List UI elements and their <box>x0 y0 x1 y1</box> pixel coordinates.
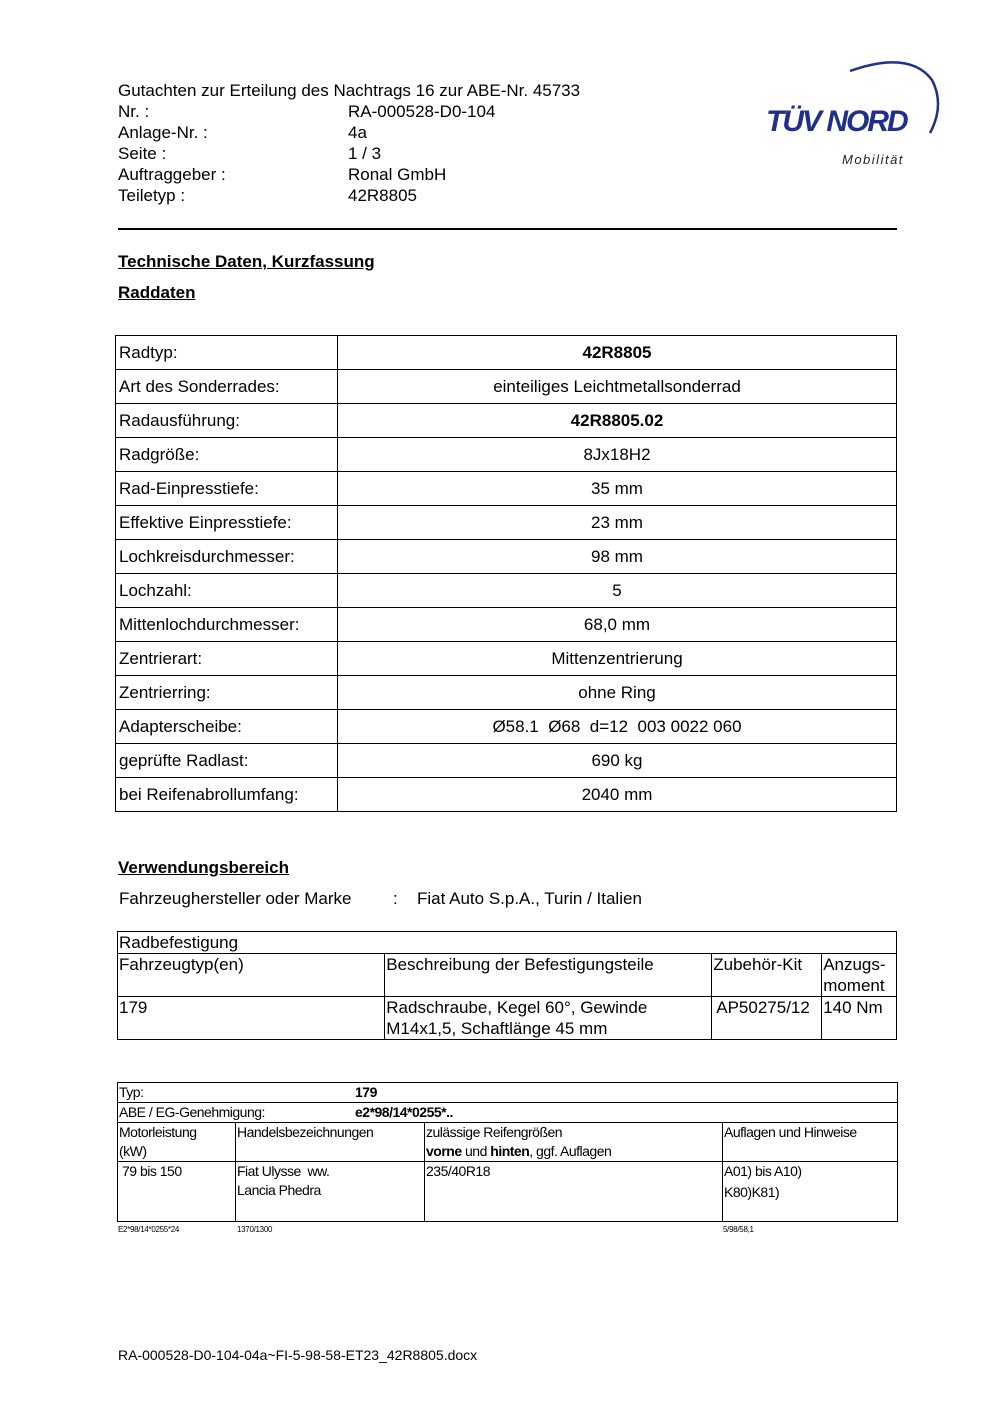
table-header-row <box>118 954 897 997</box>
radbefestigung-table <box>117 931 897 1040</box>
row-value: 42R8805 <box>338 336 897 370</box>
column-header: Fahrzeugtyp(en) <box>118 954 385 997</box>
column-header-motor <box>118 1123 236 1162</box>
table-header-row <box>118 1123 898 1162</box>
row-label: Mittenlochdurchmesser: <box>116 608 338 642</box>
field-anlage-value: 4a <box>348 123 367 142</box>
cell-auflagen <box>723 1162 898 1222</box>
hersteller-label: Fahrzeughersteller oder Marke <box>119 889 352 908</box>
field-seite-label: Seite : <box>118 144 167 163</box>
field-nr-label: Nr. : <box>118 102 150 121</box>
typ-label: Typ: <box>119 1084 144 1100</box>
row-label: Effektive Einpresstiefe: <box>116 506 338 540</box>
row-value: 42R8805.02 <box>338 404 897 438</box>
cell-line: Fiat Ulysse ww. <box>237 1163 330 1179</box>
table-row <box>116 370 897 404</box>
row-label: Zentrierring: <box>116 676 338 710</box>
table-row <box>116 642 897 676</box>
table-row <box>116 676 897 710</box>
typ-value: 179 <box>355 1084 377 1100</box>
table-row <box>116 608 897 642</box>
cell-beschreibung <box>385 997 712 1040</box>
file-name-footer: RA-000528-D0-104-04a~FI-5-98-58-ET23_42R8805.docx <box>118 1347 478 1363</box>
raddaten-table <box>115 335 897 812</box>
radbefestigung-title: Radbefestigung <box>118 932 897 954</box>
column-header-auflagen: Auflagen und Hinweise <box>723 1123 898 1162</box>
field-anlage-label: Anlage-Nr. : <box>118 123 208 142</box>
column-header-reifen <box>425 1123 723 1162</box>
field-teiletyp-label: Teiletyp : <box>118 186 186 205</box>
row-label: Lochzahl: <box>116 574 338 608</box>
header-line: Motorleistung <box>119 1124 197 1140</box>
row-value: 690 kg <box>338 744 897 778</box>
table-row <box>116 744 897 778</box>
row-label: geprüfte Radlast: <box>116 744 338 778</box>
cell-line: Lancia Phedra <box>237 1182 321 1198</box>
table-row <box>118 1162 898 1222</box>
field-seite-value: 1 / 3 <box>348 144 382 163</box>
row-value: 68,0 mm <box>338 608 897 642</box>
document-title: Gutachten zur Erteilung des Nachtrags 16 zur ABE-Nr. 45733 <box>118 81 581 100</box>
footnote-approval: E2*98/14*0255*24 <box>118 1225 180 1234</box>
column-header: Anzugs-moment <box>822 954 897 997</box>
logo-brand: TÜV NORD <box>766 105 907 138</box>
table-row <box>116 404 897 438</box>
table-row <box>116 336 897 370</box>
table-row <box>118 1083 898 1103</box>
header-vorne: vorne <box>426 1143 462 1159</box>
table-row <box>116 438 897 472</box>
cell-line: K80)K81) <box>724 1184 780 1200</box>
table-row <box>116 506 897 540</box>
row-value: 5 <box>338 574 897 608</box>
section-raddaten: Raddaten <box>118 283 196 302</box>
header-und: und <box>461 1143 491 1159</box>
row-value: ohne Ring <box>338 676 897 710</box>
section-technische: Technische Daten, Kurzfassung <box>118 252 375 271</box>
cell-handel <box>236 1162 425 1222</box>
cell-beschreibung-line: Radschraube, Kegel 60°, Gewinde <box>386 998 648 1017</box>
row-label: Lochkreisdurchmesser: <box>116 540 338 574</box>
row-label: Art des Sonderrades: <box>116 370 338 404</box>
table-row <box>118 997 897 1040</box>
cell-reifen: 235/40R18 <box>425 1162 723 1222</box>
tuv-nord-logo <box>760 55 945 175</box>
cell-motor: 79 bis 150 <box>118 1162 236 1222</box>
row-label: Rad-Einpresstiefe: <box>116 472 338 506</box>
logo-sub: Mobilität <box>842 152 904 167</box>
header-divider <box>118 228 897 230</box>
table-row <box>116 540 897 574</box>
cell-kit: AP50275/12 <box>712 997 822 1040</box>
row-value: 8Jx18H2 <box>338 438 897 472</box>
row-value: 98 mm <box>338 540 897 574</box>
hersteller-separator: : <box>393 889 398 908</box>
footnote-weight: 1370/1300 <box>237 1225 273 1234</box>
field-auftraggeber-value: Ronal GmbH <box>348 165 447 184</box>
cell-fahrzeugtyp: 179 <box>118 997 385 1040</box>
cell-beschreibung-line: M14x1,5, Schaftlänge 45 mm <box>386 1019 608 1038</box>
row-value: Mittenzentrierung <box>338 642 897 676</box>
table-row <box>116 472 897 506</box>
field-auftraggeber-label: Auftraggeber : <box>118 165 226 184</box>
field-nr-value: RA-000528-D0-104 <box>348 102 496 121</box>
field-teiletyp-value: 42R8805 <box>348 186 418 205</box>
cell-moment: 140 Nm <box>822 997 897 1040</box>
section-verwendung: Verwendungsbereich <box>118 858 289 877</box>
column-header-handel: Handelsbezeichnungen <box>236 1123 425 1162</box>
footnote-bolt: 5/98/58,1 <box>723 1225 754 1234</box>
row-label: Radausführung: <box>116 404 338 438</box>
header-line: zulässige Reifengrößen <box>426 1124 563 1140</box>
row-value: Ø58.1 Ø68 d=12 003 0022 060 <box>338 710 897 744</box>
header-line: (kW) <box>119 1143 147 1159</box>
row-value: 35 mm <box>338 472 897 506</box>
table-row <box>116 710 897 744</box>
abe-row <box>118 1103 898 1123</box>
row-label: Zentrierart: <box>116 642 338 676</box>
table-row <box>116 778 897 812</box>
row-label: Adapterscheibe: <box>116 710 338 744</box>
table-row <box>118 1103 898 1123</box>
column-header: Beschreibung der Befestigungsteile <box>385 954 712 997</box>
row-value: 2040 mm <box>338 778 897 812</box>
header-hinten: hinten <box>490 1143 530 1159</box>
header-rest: , ggf. Auflagen <box>529 1143 612 1159</box>
row-label: bei Reifenabrollumfang: <box>116 778 338 812</box>
abe-value: e2*98/14*0255*.. <box>355 1104 453 1120</box>
row-label: Radtyp: <box>116 336 338 370</box>
typ-table <box>117 1082 898 1222</box>
abe-label: ABE / EG-Genehmigung: <box>119 1104 265 1120</box>
table-row <box>116 574 897 608</box>
row-label: Radgröße: <box>116 438 338 472</box>
row-value: 23 mm <box>338 506 897 540</box>
column-header: Zubehör-Kit <box>712 954 822 997</box>
row-value: einteiliges Leichtmetallsonderrad <box>338 370 897 404</box>
hersteller-value: Fiat Auto S.p.A., Turin / Italien <box>417 889 642 908</box>
typ-row <box>118 1083 898 1103</box>
header-line <box>426 1142 721 1161</box>
table-row <box>118 932 897 954</box>
cell-line: A01) bis A10) <box>724 1163 802 1179</box>
